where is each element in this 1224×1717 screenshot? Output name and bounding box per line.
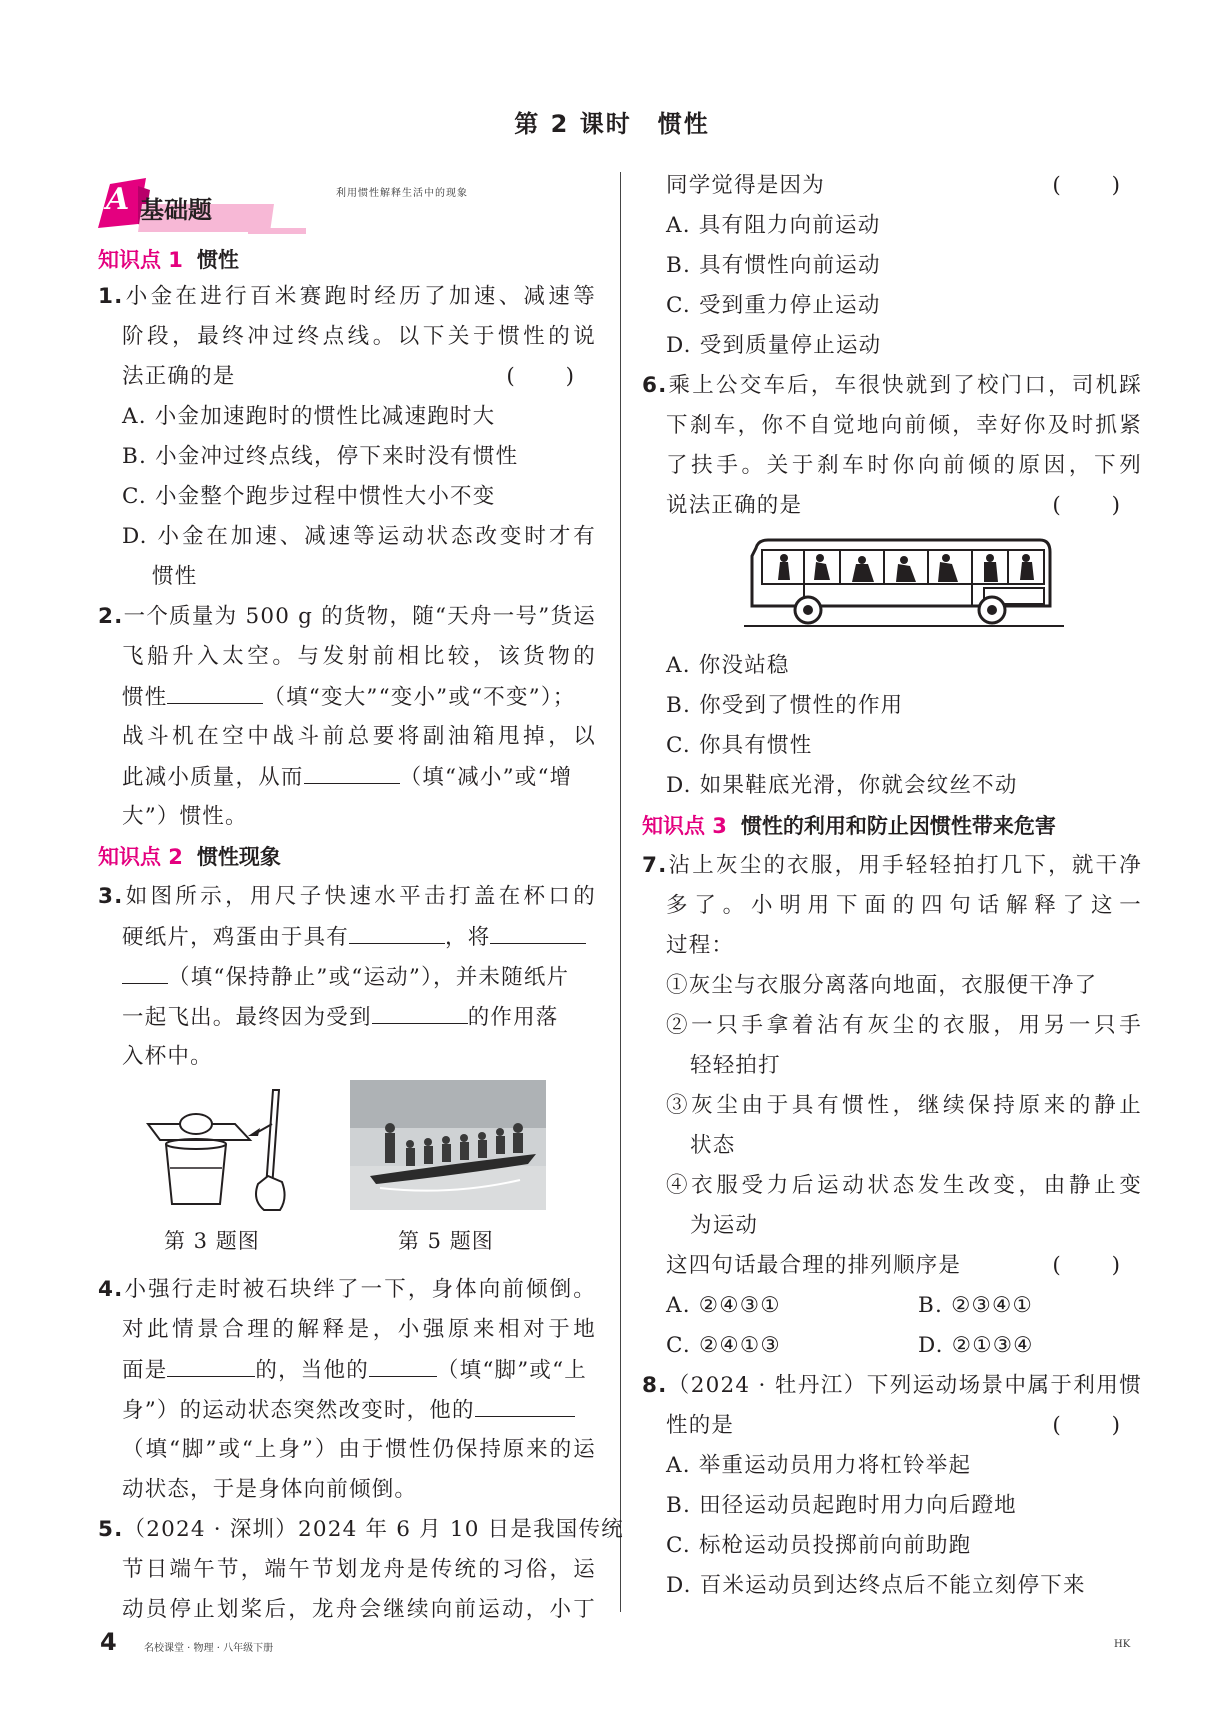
q2-line-4: 战斗机在空中战斗前总要将副油箱甩掉，以 xyxy=(122,724,596,749)
question-text: （2024 · 深圳）2024 年 6 月 10 日是我国传统 xyxy=(123,1517,624,1542)
question-number: 1. xyxy=(98,284,124,309)
question-text: （2024 · 牡丹江）下列运动场景中属于利用惯 xyxy=(667,1373,1142,1398)
section-note: 利用惯性解释生活中的现象 xyxy=(336,188,468,199)
question-text: ，将 xyxy=(445,925,491,950)
q6-option-c: C. 你具有惯性 xyxy=(666,733,813,758)
kp-number: 知识点 2 xyxy=(98,845,183,869)
q5-line-1 xyxy=(98,1510,624,1550)
q8-line-1 xyxy=(642,1366,1142,1406)
kp-number: 知识点 3 xyxy=(642,814,727,838)
q5-option-b: B. 具有惯性向前运动 xyxy=(666,253,881,278)
q2-line-6: 大”）惯性。 xyxy=(122,804,248,829)
knowledge-point-2 xyxy=(98,837,281,877)
q5-option-a: A. 具有阻力向前运动 xyxy=(666,213,881,238)
q1-option-b: B. 小金冲过终点线，停下来时没有惯性 xyxy=(122,444,519,469)
fill-blank xyxy=(369,1350,437,1377)
q7-option-d: D. ②①③④ xyxy=(918,1333,1034,1358)
question-text: 面是 xyxy=(122,1358,168,1383)
question-text: 性的是 xyxy=(666,1413,735,1438)
q5-option-d: D. 受到质量停止运动 xyxy=(666,333,882,358)
question-number: 5. xyxy=(98,1517,124,1542)
fill-blank xyxy=(490,917,586,944)
q6-option-a: A. 你没站稳 xyxy=(666,653,790,678)
q1-line-1 xyxy=(98,277,596,317)
question-text: 这四句话最合理的排列顺序是 xyxy=(666,1253,962,1278)
question-text: （填“减小”或“增 xyxy=(399,765,573,790)
question-text: （填“脚”或“上 xyxy=(436,1358,587,1383)
section-name: 基础题 xyxy=(140,196,212,224)
question-text: 的作用落 xyxy=(467,1005,559,1030)
q7-step-3: ③灰尘由于具有惯性，继续保持原来的静止 xyxy=(666,1093,1142,1118)
question-number: 8. xyxy=(642,1373,668,1398)
knowledge-point-1 xyxy=(98,240,239,280)
question-text: 身”）的运动状态突然改变时，他的 xyxy=(122,1398,475,1423)
answer-paren: ( ) xyxy=(1052,493,1142,518)
q2-line-3 xyxy=(122,677,576,717)
q2-line-1 xyxy=(98,597,596,637)
q1-line-3 xyxy=(122,357,596,397)
question-text: 如图所示，用尺子快速水平击打盖在杯口的 xyxy=(123,884,596,909)
q4-line-5: （填“脚”或“上身”）由于惯性仍保持原来的运 xyxy=(122,1437,596,1462)
kp-title: 惯性的利用和防止因惯性带来危害 xyxy=(740,814,1056,838)
fill-blank xyxy=(475,1390,575,1417)
question-text: 一个质量为 500 g 的货物，随“天舟一号”货运 xyxy=(123,604,596,629)
q8-option-a: A. 举重运动员用力将杠铃举起 xyxy=(666,1453,972,1478)
question-number: 2. xyxy=(98,604,124,629)
figure-5-dragon-boat-photo xyxy=(350,1080,546,1210)
q3-line-5: 入杯中。 xyxy=(122,1044,213,1069)
figure-6-bus xyxy=(744,536,1064,632)
figure-5-caption: 第 5 题图 xyxy=(398,1229,494,1253)
answer-paren: ( ) xyxy=(1052,1253,1142,1278)
q7-line-2: 多了。小明用下面的四句话解释了这一 xyxy=(666,893,1142,918)
q1-option-a: A. 小金加速跑时的惯性比减速跑时大 xyxy=(122,404,496,429)
question-text: 乘上公交车后，车很快就到了校门口，司机踩 xyxy=(667,373,1142,398)
q1-option-d: D. 小金在加速、减速等运动状态改变时才有 xyxy=(122,524,596,549)
q3-line-3 xyxy=(122,957,569,997)
q7-step-3-cont: 状态 xyxy=(690,1133,736,1158)
q5-line-3: 动员停止划桨后，龙舟会继续向前运动，小丁 xyxy=(122,1597,596,1622)
kp-title: 惯性 xyxy=(196,248,239,272)
q7-option-a: A. ②④③① xyxy=(666,1293,781,1318)
q2-line-5 xyxy=(122,757,572,797)
q4-line-3 xyxy=(122,1350,587,1390)
column-divider xyxy=(620,172,621,1612)
question-text: 沾上灰尘的衣服，用手轻轻拍打几下，就干净 xyxy=(667,853,1142,878)
kp-title: 惯性现象 xyxy=(196,845,281,869)
question-text: （填“变大”“变小”或“不变”）； xyxy=(263,685,576,710)
answer-paren: ( ) xyxy=(506,364,596,389)
answer-paren: ( ) xyxy=(1052,173,1142,198)
q6-line-4 xyxy=(666,486,1142,526)
q8-line-2 xyxy=(666,1406,1142,1446)
q8-option-b: B. 田径运动员起跑时用力向后蹬地 xyxy=(666,1493,1017,1518)
q1-option-c: C. 小金整个跑步过程中惯性大小不变 xyxy=(122,484,496,509)
fill-blank xyxy=(167,677,263,704)
q2-line-2: 飞船升入太空。与发射前相比较，该货物的 xyxy=(122,644,596,669)
q1-line-2: 阶段，最终冲过终点线。以下关于惯性的说 xyxy=(122,324,596,349)
fill-blank xyxy=(167,1350,255,1377)
q3-line-4 xyxy=(122,997,559,1037)
q7-option-b: B. ②③④① xyxy=(918,1293,1033,1318)
question-number: 7. xyxy=(642,853,668,878)
q6-option-d: D. 如果鞋底光滑，你就会纹丝不动 xyxy=(666,773,1018,798)
q7-step-1: ①灰尘与衣服分离落向地面，衣服便干净了 xyxy=(666,973,1098,998)
fill-blank xyxy=(304,757,400,784)
q5-line-2: 节日端午节，端午节划龙舟是传统的习俗，运 xyxy=(122,1557,596,1582)
fill-blank xyxy=(122,957,168,984)
q6-line-3: 了扶手。关于刹车时你向前倾的原因，下列 xyxy=(666,453,1142,478)
q7-step-4: ④衣服受力后运动状态发生改变，由静止变 xyxy=(666,1173,1142,1198)
question-text: 惯性 xyxy=(122,685,168,710)
q3-line-1 xyxy=(98,877,596,917)
q4-line-2: 对此情景合理的解释是，小强原来相对于地 xyxy=(122,1317,596,1342)
q7-step-4-cont: 为运动 xyxy=(690,1213,759,1238)
edition-label: HK xyxy=(1114,1639,1131,1650)
fill-blank xyxy=(372,997,468,1024)
q6-option-b: B. 你受到了惯性的作用 xyxy=(666,693,904,718)
q7-line-3: 过程： xyxy=(666,933,735,958)
book-title: 名校课堂 · 物理 · 八年级下册 xyxy=(144,1643,274,1654)
q5-line-4 xyxy=(666,166,1142,206)
figure-3-cup-egg xyxy=(140,1088,290,1218)
q7-ask xyxy=(666,1246,1142,1286)
question-text: 小强行走时被石块绊了一下，身体向前倾倒。 xyxy=(123,1277,596,1302)
page-title: 第 2 课时 惯性 xyxy=(514,110,710,138)
q7-option-c: C. ②④①③ xyxy=(666,1333,781,1358)
q6-line-2: 下刹车，你不自觉地向前倾，幸好你及时抓紧 xyxy=(666,413,1142,438)
section-letter: A xyxy=(106,182,130,217)
question-number: 4. xyxy=(98,1277,124,1302)
q8-option-d: D. 百米运动员到达终点后不能立刻停下来 xyxy=(666,1573,1086,1598)
knowledge-point-3 xyxy=(642,806,1056,846)
answer-paren: ( ) xyxy=(1052,1413,1142,1438)
page-number: 4 xyxy=(100,1628,117,1656)
q5-option-c: C. 受到重力停止运动 xyxy=(666,293,881,318)
q4-line-4 xyxy=(122,1390,575,1430)
question-number: 6. xyxy=(642,373,668,398)
kp-number: 知识点 1 xyxy=(98,248,183,272)
question-text: 同学觉得是因为 xyxy=(666,173,825,198)
fill-blank xyxy=(349,917,445,944)
question-text: （填“保持静止”或“运动”），并未随纸片 xyxy=(168,965,570,990)
question-number: 3. xyxy=(98,884,124,909)
question-text: 说法正确的是 xyxy=(666,493,803,518)
question-text: 硬纸片，鸡蛋由于具有 xyxy=(122,925,350,950)
question-text: 法正确的是 xyxy=(122,364,236,389)
question-text: 的，当他的 xyxy=(255,1358,369,1383)
q6-line-1 xyxy=(642,366,1142,406)
q8-option-c: C. 标枪运动员投掷前向前助跑 xyxy=(666,1533,972,1558)
question-text: 小金在进行百米赛跑时经历了加速、减速等 xyxy=(123,284,596,309)
question-text: 一起飞出。最终因为受到 xyxy=(122,1005,372,1030)
q3-line-2 xyxy=(122,917,586,957)
q7-step-2: ②一只手拿着沾有灰尘的衣服，用另一只手 xyxy=(666,1013,1142,1038)
q7-line-1 xyxy=(642,846,1142,886)
q1-option-d-cont: 惯性 xyxy=(152,564,198,589)
question-text: 此减小质量，从而 xyxy=(122,765,304,790)
q4-line-1 xyxy=(98,1270,596,1310)
figure-3-caption: 第 3 题图 xyxy=(164,1229,260,1253)
q4-line-6: 动状态，于是身体向前倾倒。 xyxy=(122,1477,418,1502)
q7-step-2-cont: 轻轻拍打 xyxy=(690,1053,781,1078)
